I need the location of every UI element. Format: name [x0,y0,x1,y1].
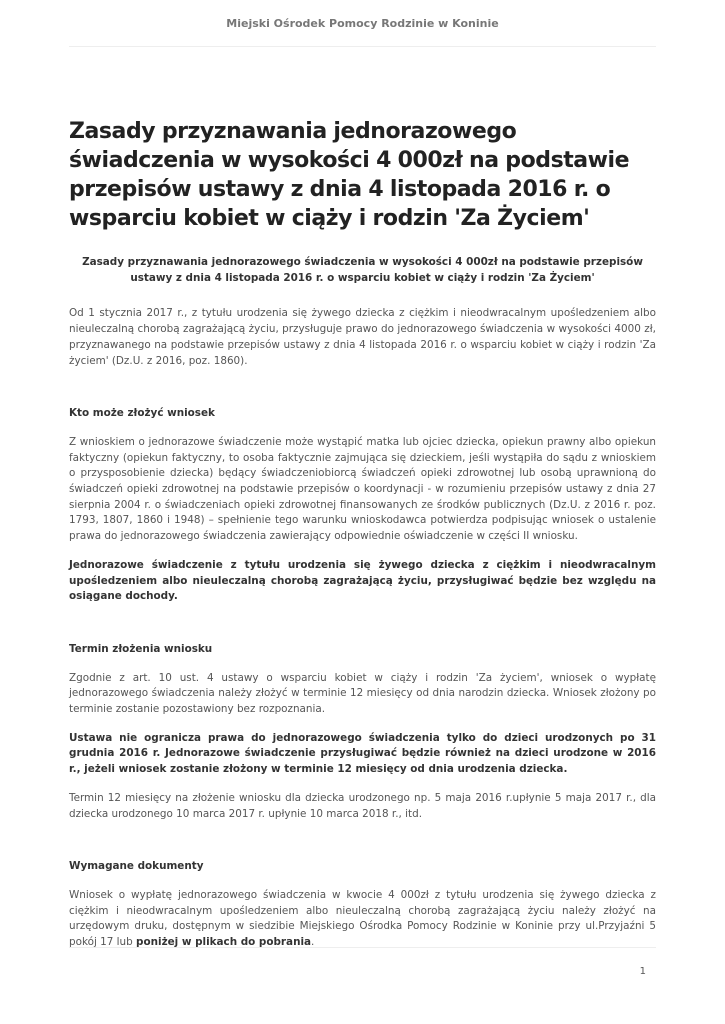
document-subtitle: Zasady przyznawania jednorazowego świadczenia w wysokości 4 000zł na podstawie przepisów ustawy z dnia 4 listopada 2016 r. o wsparciu kobiet w ciąży i rodzin 'Za Życiem' [82,256,643,284]
section-paragraph: Zgodnie z art. 10 ust. 4 ustawy o wsparciu kobiet w ciąży i rodzin 'Za życiem', wniosek o wypłatę jednorazowego świadczenia należy złożyć w terminie 12 miesięcy od dnia narodzin dziecka. Wniosek złożony po terminie zostanie pozostawiony bez rozpoznania. [69,671,656,716]
section-paragraph-bold: Jednorazowe świadczenie z tytułu urodzenia się żywego dziecka z ciężkim i nieodwracalnym upośledzeniem albo nieuleczalną chorobą zagrażającą życiu, przysługiwać będzie bez względu na osiągane dochody. [69,558,656,603]
section-paragraph: Termin 12 miesięcy na złożenie wniosku dla dziecka urodzonego np. 5 maja 2016 r.upłynie 5 maja 2017 r., dla dziecka urodzonego 10 marca 2017 r. upłynie 10 marca 2018 r., itd. [69,791,656,820]
downloads-link[interactable]: poniżej w plikach do pobrania [136,936,312,949]
intro-paragraph: Od 1 stycznia 2017 r., z tytułu urodzenia się żywego dziecka z ciężkim i nieodwracalnym upośledzeniem albo nieuleczalną chorobą zagrażającą życiu, przysługuje prawo do jednorazowego świadczenia w wysokości 4000 zł, przyznawanego na podstawie przepisów ustawy z dnia 4 listopada 2016 r. o wsparciu kobiet w ciąży i rodzin 'Za życiem' (Dz.U. z 2016, poz. 1860). [69,307,656,367]
section-title-deadline: Termin złożenia wniosku [69,642,213,655]
document-body [69,117,656,951]
section-paragraph-bold: Ustawa nie ogranicza prawa do jednorazowego świadczenia tylko do dzieci urodzonych po 31 grudnia 2016 r. Jednorazowe świadczenie przysługiwać będzie również na dzieci urodzone w 2016 r., jeżeli wniosek zostanie złożony w terminie 12 miesięcy od dnia urodzenia dziecka. [69,731,656,776]
section-paragraph: Z wnioskiem o jednorazowe świadczenie może wystąpić matka lub ojciec dziecka, opiekun prawny albo opiekun faktyczny (opiekun faktyczny, to osoba faktycznie zajmująca się dzieckiem, jeśli wystąpiła do sądu z wnioskiem o przysposobienie dziecka) będący świadczeniobiorcą świadczeń opieki zdrowotnej lub osobą uprawnioną do świadczeń opieki zdrowotnej na podstawie przepisów o koordynacji - w rozumieniu przepisów ustawy z dnia 27 sierpnia 2004 r. o świadczeniach opieki zdrowotnej finansowanych ze środków publicznych (Dz.U. z 2016 r. poz. 1793, 1807, 1860 i 1948) – spełnienie tego warunku wnioskodawca potwierdza podpisując wniosek o ustalenie prawa do jednorazowego świadczenia zawierający odpowiednie oświadczenie w części II wniosku. [69,435,656,543]
documents-text: Wniosek o wypłatę jednorazowego świadczenia w kwocie 4 000zł z tytułu urodzenia się żywego dziecka z ciężkim i nieodwracalnym upośledzeniem albo nieuleczalną chorobą zagrażającą życiu należy złożyć na urzędowym druku, dostępnym w siedzibie Miejskiego Ośrodka Pomocy Rodzinie w Koninie przy ul.Przyjaźni 5 pokój 17 lub [69,888,656,949]
section-paragraph-documents [69,888,656,951]
documents-text-end: . [311,936,315,949]
header-divider [69,46,656,47]
page-header-organization: Miejski Ośrodek Pomocy Rodzinie w Koninie [226,17,499,30]
footer-divider [69,947,656,948]
document-title: Zasady przyznawania jednorazowego świadczenia w wysokości 4 000zł na podstawie przepisów ustawy z dnia 4 listopada 2016 r. o wsparciu kobiet w ciąży i rodzin 'Za Życiem' [69,119,630,231]
section-title-required-documents: Wymagane dokumenty [69,860,204,873]
section-title-who-can-apply: Kto może złożyć wniosek [69,407,215,420]
page-number: 1 [639,966,646,977]
